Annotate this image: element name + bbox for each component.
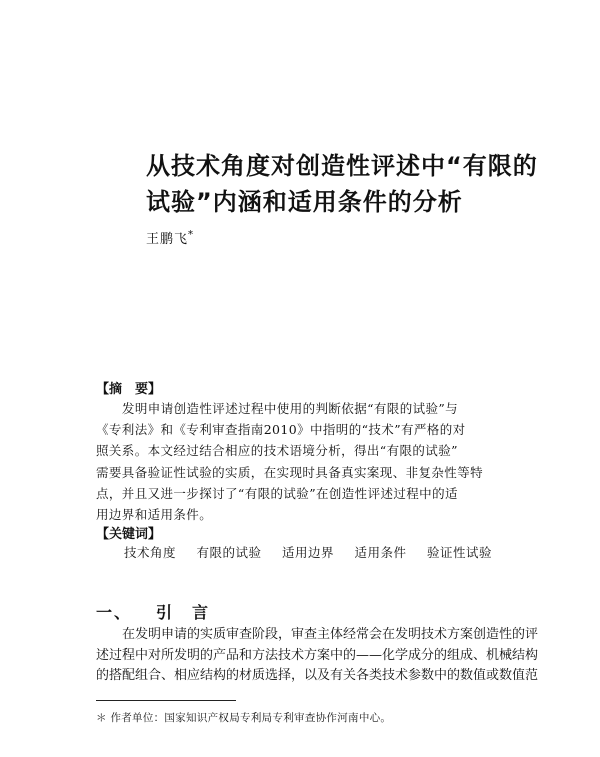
abstract-line: 需要具备验证性试验的实质，在实现时具备真实案现、非复杂性等特	[96, 464, 484, 480]
abstract-text	[96, 398, 516, 525]
abstract-line: 照关系。本文经过结合相应的技术语境分析，得出“有限的试验”	[96, 443, 458, 459]
abstract-label: 【摘 要】	[96, 382, 162, 397]
footnote-divider	[96, 700, 236, 701]
title-line-2: 试验”内涵和适用条件的分析	[146, 188, 463, 216]
keyword-item: 适用条件	[354, 545, 407, 560]
keywords-label: 【关键词】	[96, 527, 162, 542]
abstract-line: 用边界和适用条件。	[96, 507, 213, 523]
body-line: 的搭配组合、相应结构的材质选择，以及有关各类技术参数中的数值或数值范	[96, 668, 539, 683]
section-number: 一、	[96, 603, 133, 622]
keyword-item: 有限的试验	[196, 545, 262, 560]
author-footnote-mark: *	[188, 229, 195, 241]
section-heading	[96, 600, 210, 623]
footnote: ＊ 作者单位：国家知识产权局专利局专利审查协作河南中心。	[96, 712, 392, 724]
keyword-item: 技术角度	[124, 545, 177, 560]
abstract-line: 点，并且又进一步探讨了“有限的试验”在创造性评述过程中的适	[96, 485, 458, 501]
keyword-item: 验证性试验	[427, 545, 493, 560]
author-line	[146, 228, 194, 247]
abstract-line: 《专利法》和《专利审查指南2010》中指明的“技术”有严格的对	[96, 422, 466, 438]
paper-title	[146, 148, 546, 220]
keyword-item: 适用边界	[282, 545, 335, 560]
body-line: 在发明申请的实质审查阶段，审查主体经常会在发明技术方案创造性的评	[122, 627, 539, 642]
author-name: 王鹏飞	[146, 232, 189, 247]
section-title: 引 言	[156, 603, 211, 622]
abstract-line: 发明申请创造性评述过程中使用的判断依据“有限的试验”与	[122, 401, 459, 416]
title-line-1: 从技术角度对创造性评述中“有限的	[146, 152, 538, 180]
body-paragraph	[96, 625, 539, 687]
keywords-list	[124, 543, 508, 561]
body-line: 述过程中对所发明的产品和方法技术方案中的——化学成分的组成、机械结构	[96, 647, 539, 663]
